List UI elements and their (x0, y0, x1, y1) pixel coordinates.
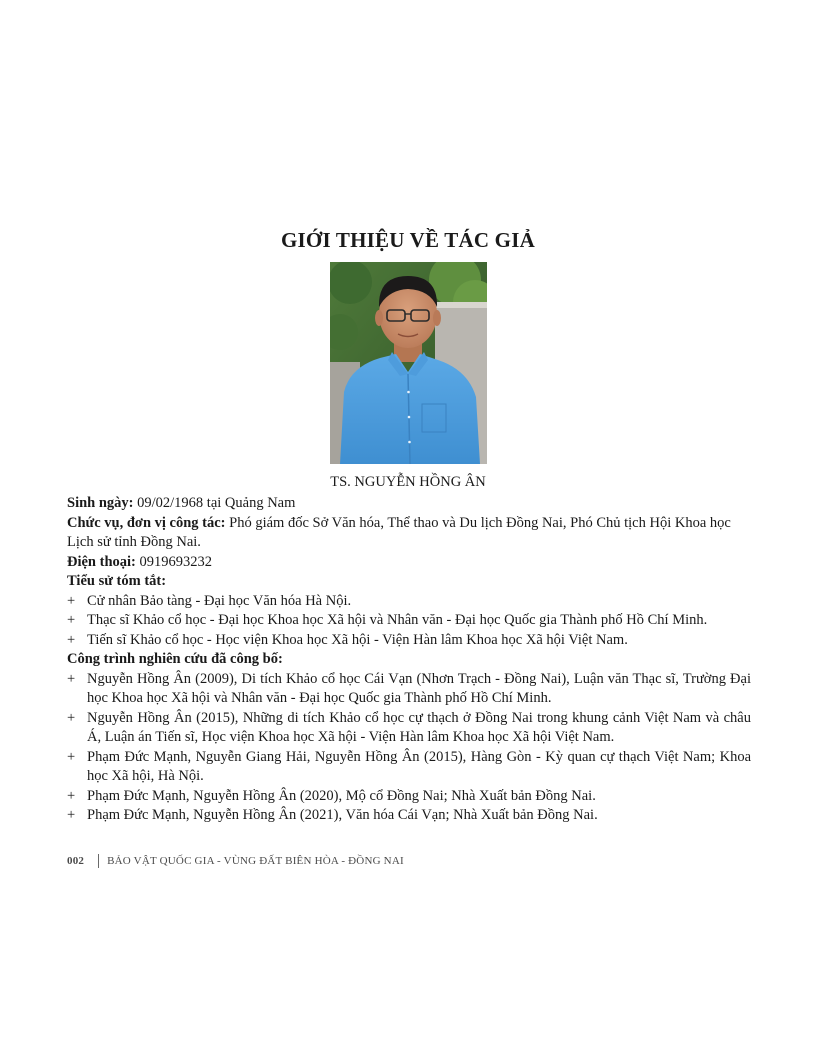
author-photo (330, 262, 487, 464)
position-value: Phó giám đốc Sở Văn hóa, Thể thao và Du lịch Đồng Nai, Phó Chủ tịch Hội Khoa học Lịch sử tỉnh Đồng Nai. (67, 514, 731, 550)
author-info (67, 494, 751, 826)
author-name-caption: TS. NGUYỄN HỒNG ÂN (330, 474, 486, 490)
plus-bullet-icon: + (67, 631, 76, 648)
list-item: + Phạm Đức Mạnh, Nguyễn Hồng Ân (2020), Mộ cổ Đồng Nai; Nhà Xuất bản Đồng Nai. (67, 787, 751, 807)
page-number: 002 (67, 855, 85, 867)
position-label: Chức vụ, đơn vị công tác: (67, 514, 226, 531)
plus-bullet-icon: + (67, 592, 76, 609)
list-item: + Nguyễn Hồng Ân (2015), Những di tích Khảo cổ học cự thạch ở Đồng Nai trong khung cảnh Việt Nam và châu Á, Luận án Tiến sĩ, Học viện Khoa học Xã hội - Viện Hàn lâm Khoa học Xã hội Việt Nam. (67, 709, 751, 745)
plus-bullet-icon: + (67, 670, 76, 687)
footer-divider (98, 854, 99, 868)
list-item: + Tiến sĩ Khảo cổ học - Học viện Khoa học Xã hội - Viện Hàn lâm Khoa học Xã hội Việt Nam. (67, 631, 751, 651)
phone-label: Điện thoại: (67, 553, 136, 570)
list-item: + Cử nhân Bảo tàng - Đại học Văn hóa Hà Nội. (67, 592, 751, 612)
book-title: BẢO VẬT QUỐC GIA - VÙNG ĐẤT BIÊN HÒA - ĐỒNG NAI (107, 855, 404, 867)
list-item: + Thạc sĩ Khảo cổ học - Đại học Khoa học Xã hội và Nhân văn - Đại học Quốc gia Thành phố Hồ Chí Minh. (67, 611, 751, 631)
plus-bullet-icon: + (67, 787, 76, 804)
list-item: + Nguyễn Hồng Ân (2009), Di tích Khảo cổ học Cái Vạn (Nhơn Trạch - Đồng Nai), Luận văn Thạc sĩ, Trường Đại học Khoa học Xã hội và Nhân văn - Đại học Quốc gia Thành phố Hồ Chí Minh. (67, 670, 751, 706)
plus-bullet-icon: + (67, 748, 76, 765)
page-footer (67, 854, 404, 868)
position-line (67, 514, 751, 553)
phone-line (67, 553, 751, 573)
plus-bullet-icon: + (67, 612, 76, 628)
birth-line (67, 494, 751, 514)
bio-heading: Tiểu sử tóm tắt: (67, 573, 167, 589)
page-title: GIỚI THIỆU VỀ TÁC GIẢ (281, 228, 535, 252)
plus-bullet-icon: + (67, 709, 76, 726)
bio-list (67, 592, 751, 651)
plus-bullet-icon: + (67, 807, 76, 823)
list-item: + Phạm Đức Mạnh, Nguyễn Hồng Ân (2021), Văn hóa Cái Vạn; Nhà Xuất bản Đồng Nai. (67, 806, 751, 826)
list-item: + Phạm Đức Mạnh, Nguyễn Giang Hải, Nguyễn Hồng Ân (2015), Hàng Gòn - Kỳ quan cự thạch Việt Nam; Khoa học Xã hội, Hà Nội. (67, 748, 751, 784)
birth-label: Sinh ngày: (67, 495, 134, 511)
birth-value: 09/02/1968 tại Quảng Nam (133, 495, 296, 511)
works-heading: Công trình nghiên cứu đã công bố: (67, 651, 283, 667)
phone-value: 0919693232 (135, 553, 212, 570)
works-list (67, 670, 751, 826)
